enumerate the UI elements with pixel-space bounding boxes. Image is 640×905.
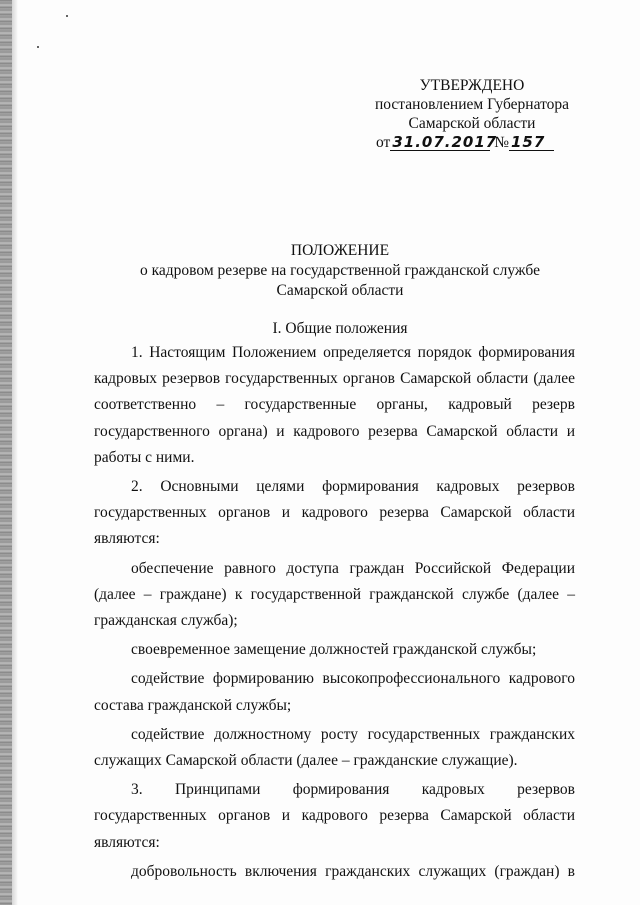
paragraph: 3. Принципами формирования кадровых резервов государственных органов и кадрового резерва Самарской области являются: xyxy=(94,781,575,851)
paragraph: 2. Основными целями формирования кадровых резервов государственных органов и кадрового резерва Самарской области являются: xyxy=(94,478,575,548)
paragraph: 1. Настоящим Положением определяется порядок формирования кадровых резервов государственных органов Самарской области (далее соответственно – государственные органы, кадровый резерв государственного органа) и кадрового резерва Самарской области и работы с ними. xyxy=(94,344,575,466)
date-prefix: от xyxy=(376,134,391,151)
paragraph: содействие формированию высокопрофессионального кадрового состава гражданской службы; xyxy=(94,670,575,714)
title-subheading-2: Самарской области xyxy=(276,282,404,299)
document-body xyxy=(94,340,575,885)
title-heading: ПОЛОЖЕНИЕ xyxy=(290,242,390,259)
approval-stamp: УТВЕРЖДЕНО xyxy=(419,77,525,94)
section-heading: I. Общие положения xyxy=(272,320,408,337)
approval-line-1: постановлением Губернатора xyxy=(374,96,570,113)
paragraph: добровольность включения гражданских служащих (граждан) в xyxy=(131,862,575,880)
approval-date-number xyxy=(372,133,572,152)
scan-speck xyxy=(66,15,68,17)
document-title xyxy=(100,241,580,301)
paragraph: обеспечение равного доступа граждан Российской Федерации (далее – граждане) к государственной гражданской службе (далее – гражданская служба); xyxy=(94,559,575,630)
paragraph: содействие должностному росту государственных гражданских служащих Самарской области (далее – гражданские служащие). xyxy=(94,725,575,770)
title-subheading-1: о кадровом резерве на государственной гражданской службе xyxy=(139,262,540,279)
paragraph: своевременное замещение должностей гражданской службы; xyxy=(131,641,537,659)
number-prefix: № xyxy=(494,134,509,151)
approval-line-2: Самарской области xyxy=(408,115,536,132)
handwritten-date: 31.07.2017 xyxy=(392,133,498,151)
scan-speck xyxy=(37,46,39,48)
handwritten-number: 157 xyxy=(509,135,554,151)
approval-block xyxy=(372,76,572,152)
scan-edge-shadow xyxy=(0,0,12,905)
